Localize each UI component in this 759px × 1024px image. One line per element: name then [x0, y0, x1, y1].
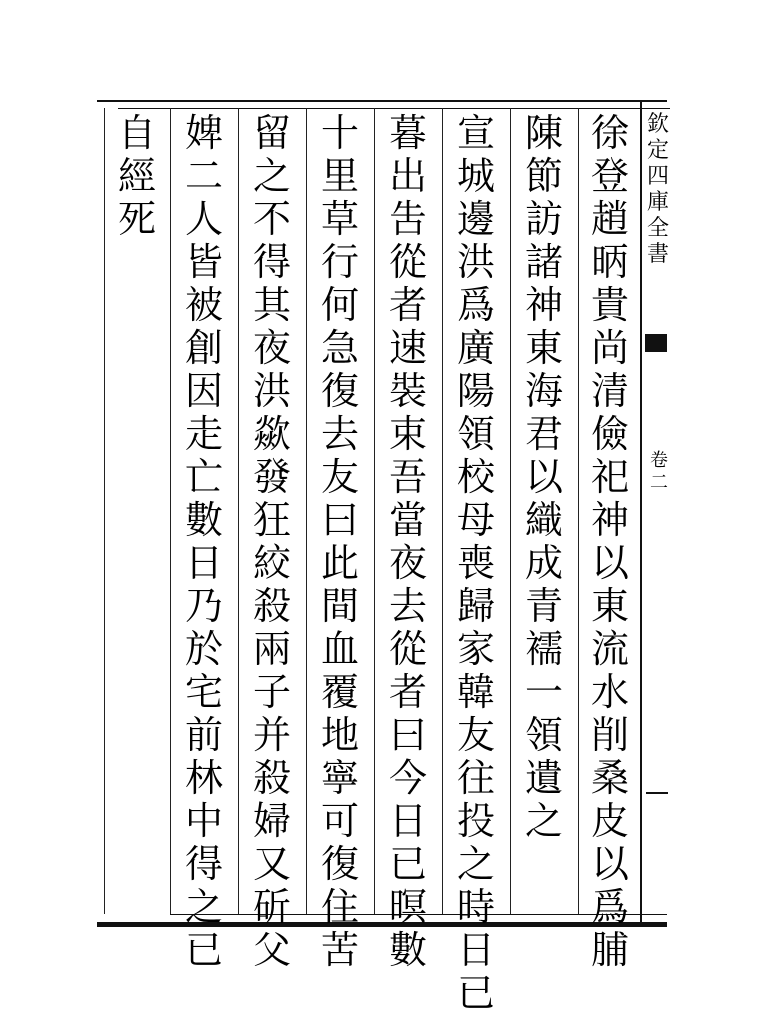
character: 束	[388, 412, 427, 456]
character: 里	[320, 154, 359, 198]
character: 數	[184, 498, 223, 542]
text-column-4	[378, 111, 438, 972]
character: 因	[184, 369, 223, 413]
character: 吿	[388, 197, 427, 241]
margin-character: 全	[647, 216, 670, 241]
margin-character: 定	[647, 138, 670, 163]
character: 友	[456, 713, 495, 757]
character: 祀	[590, 455, 629, 499]
character: 領	[524, 713, 563, 757]
character: 神	[524, 283, 563, 327]
character: 海	[524, 369, 563, 413]
character: 尚	[590, 326, 629, 370]
character: 以	[524, 455, 563, 499]
character: 遺	[524, 756, 563, 800]
character: 人	[184, 197, 223, 241]
character: 又	[252, 842, 291, 886]
character: 於	[184, 627, 223, 671]
character: 陽	[456, 369, 495, 413]
character: 已	[184, 928, 223, 972]
character: 二	[184, 154, 223, 198]
character: 此	[320, 541, 359, 585]
character: 寧	[320, 756, 359, 800]
character: 復	[320, 842, 359, 886]
character: 之	[252, 154, 291, 198]
character: 邊	[456, 197, 495, 241]
character: 以	[590, 541, 629, 585]
column-divider	[578, 108, 579, 914]
character: 投	[456, 799, 495, 843]
character: 婢	[184, 111, 223, 155]
volume-label	[650, 450, 668, 494]
margin-character: 卷	[650, 450, 668, 471]
character: 東	[524, 326, 563, 370]
character: 日	[456, 928, 495, 972]
character: 婦	[252, 799, 291, 843]
character: 日	[184, 541, 223, 585]
character: 殺	[252, 756, 291, 800]
character: 洪	[252, 369, 291, 413]
character: 往	[456, 756, 495, 800]
character: 夜	[388, 541, 427, 585]
character: 間	[320, 584, 359, 628]
character: 吾	[388, 455, 427, 499]
margin-character: 四	[647, 164, 670, 189]
character: 死	[117, 197, 156, 241]
character: 時	[456, 885, 495, 929]
character: 脯	[590, 928, 629, 972]
character: 狂	[252, 498, 291, 542]
character: 經	[117, 154, 156, 198]
character: 得	[252, 240, 291, 284]
right-border	[640, 100, 642, 924]
character: 可	[320, 799, 359, 843]
character: 走	[184, 412, 223, 456]
character: 貴	[590, 283, 629, 327]
character: 地	[320, 713, 359, 757]
character: 者	[388, 283, 427, 327]
character: 節	[524, 154, 563, 198]
character: 儉	[590, 412, 629, 456]
character: 數	[388, 928, 427, 972]
character: 速	[388, 326, 427, 370]
top-border	[97, 100, 667, 102]
margin-character: 書	[647, 242, 670, 267]
character: 友	[320, 455, 359, 499]
character: 乃	[184, 584, 223, 628]
character: 已	[388, 842, 427, 886]
character: 登	[590, 154, 629, 198]
text-column-6	[242, 111, 302, 972]
character: 自	[117, 111, 156, 155]
character: 留	[252, 111, 291, 155]
character: 之	[524, 799, 563, 843]
character: 殺	[252, 584, 291, 628]
character: 其	[252, 283, 291, 327]
character: 林	[184, 756, 223, 800]
character: 皮	[590, 799, 629, 843]
character: 何	[320, 283, 359, 327]
character: 廣	[456, 326, 495, 370]
character: 草	[320, 197, 359, 241]
column-divider	[104, 108, 105, 914]
character: 爲	[456, 283, 495, 327]
column-divider	[238, 108, 239, 914]
character: 曰	[388, 713, 427, 757]
character: 日	[388, 799, 427, 843]
character: 從	[388, 240, 427, 284]
character: 訪	[524, 197, 563, 241]
character: 從	[388, 627, 427, 671]
character: 徐	[590, 111, 629, 155]
character: 斫	[252, 885, 291, 929]
character: 者	[388, 670, 427, 714]
column-divider	[374, 108, 375, 914]
character: 住	[320, 885, 359, 929]
margin-character: 二	[650, 472, 668, 493]
character: 爲	[590, 885, 629, 929]
character: 織	[524, 498, 563, 542]
character: 襦	[524, 627, 563, 671]
character: 暮	[388, 111, 427, 155]
character: 得	[184, 842, 223, 886]
character: 皆	[184, 240, 223, 284]
fish-tail-mark	[645, 334, 667, 352]
character: 當	[388, 498, 427, 542]
character: 復	[320, 369, 359, 413]
character: 以	[590, 842, 629, 886]
text-column-7	[174, 111, 234, 972]
bottom-border	[97, 922, 667, 927]
character: 一	[524, 670, 563, 714]
character: 十	[320, 111, 359, 155]
character: 東	[590, 584, 629, 628]
character: 已	[456, 971, 495, 1015]
margin-character: 庫	[647, 190, 670, 215]
character: 成	[524, 541, 563, 585]
text-column-2	[514, 112, 574, 912]
column-divider	[306, 108, 307, 914]
character: 韓	[456, 670, 495, 714]
character: 急	[320, 326, 359, 370]
character: 曰	[320, 498, 359, 542]
column-divider	[170, 108, 171, 914]
character: 水	[590, 670, 629, 714]
character: 發	[252, 455, 291, 499]
character: 之	[456, 842, 495, 886]
character: 苦	[320, 928, 359, 972]
character: 喪	[456, 541, 495, 585]
character: 母	[456, 498, 495, 542]
text-column-5	[310, 111, 370, 972]
column-divider	[442, 108, 443, 914]
character: 行	[320, 240, 359, 284]
book-title	[647, 112, 669, 268]
character: 校	[456, 455, 495, 499]
character: 削	[590, 713, 629, 757]
character: 父	[252, 928, 291, 972]
character: 神	[590, 498, 629, 542]
character: 絞	[252, 541, 291, 585]
character: 子	[252, 670, 291, 714]
margin-tick	[646, 792, 668, 794]
character: 被	[184, 283, 223, 327]
character: 君	[524, 412, 563, 456]
character: 裝	[388, 369, 427, 413]
character: 去	[320, 412, 359, 456]
character: 家	[456, 627, 495, 671]
character: 之	[184, 885, 223, 929]
character: 歘	[252, 412, 291, 456]
character: 昞	[590, 240, 629, 284]
top-inner-border	[118, 108, 670, 109]
character: 清	[590, 369, 629, 413]
margin-character: 欽	[647, 112, 670, 137]
character: 宅	[184, 670, 223, 714]
character: 中	[184, 799, 223, 843]
character: 青	[524, 584, 563, 628]
text-column-8	[107, 112, 167, 912]
character: 出	[388, 154, 427, 198]
character: 流	[590, 627, 629, 671]
character: 并	[252, 713, 291, 757]
character: 洪	[456, 240, 495, 284]
character: 宣	[456, 111, 495, 155]
character: 創	[184, 326, 223, 370]
character: 趙	[590, 197, 629, 241]
character: 陳	[524, 111, 563, 155]
character: 今	[388, 756, 427, 800]
character: 前	[184, 713, 223, 757]
character: 血	[320, 627, 359, 671]
character: 歸	[456, 584, 495, 628]
character: 暝	[388, 885, 427, 929]
character: 城	[456, 154, 495, 198]
character: 覆	[320, 670, 359, 714]
character: 亡	[184, 455, 223, 499]
character: 夜	[252, 326, 291, 370]
text-column-1	[580, 111, 640, 972]
text-column-3	[446, 111, 506, 1015]
column-divider	[510, 108, 511, 914]
character: 兩	[252, 627, 291, 671]
character: 領	[456, 412, 495, 456]
character: 去	[388, 584, 427, 628]
character: 諸	[524, 240, 563, 284]
character: 桑	[590, 756, 629, 800]
character: 不	[252, 197, 291, 241]
